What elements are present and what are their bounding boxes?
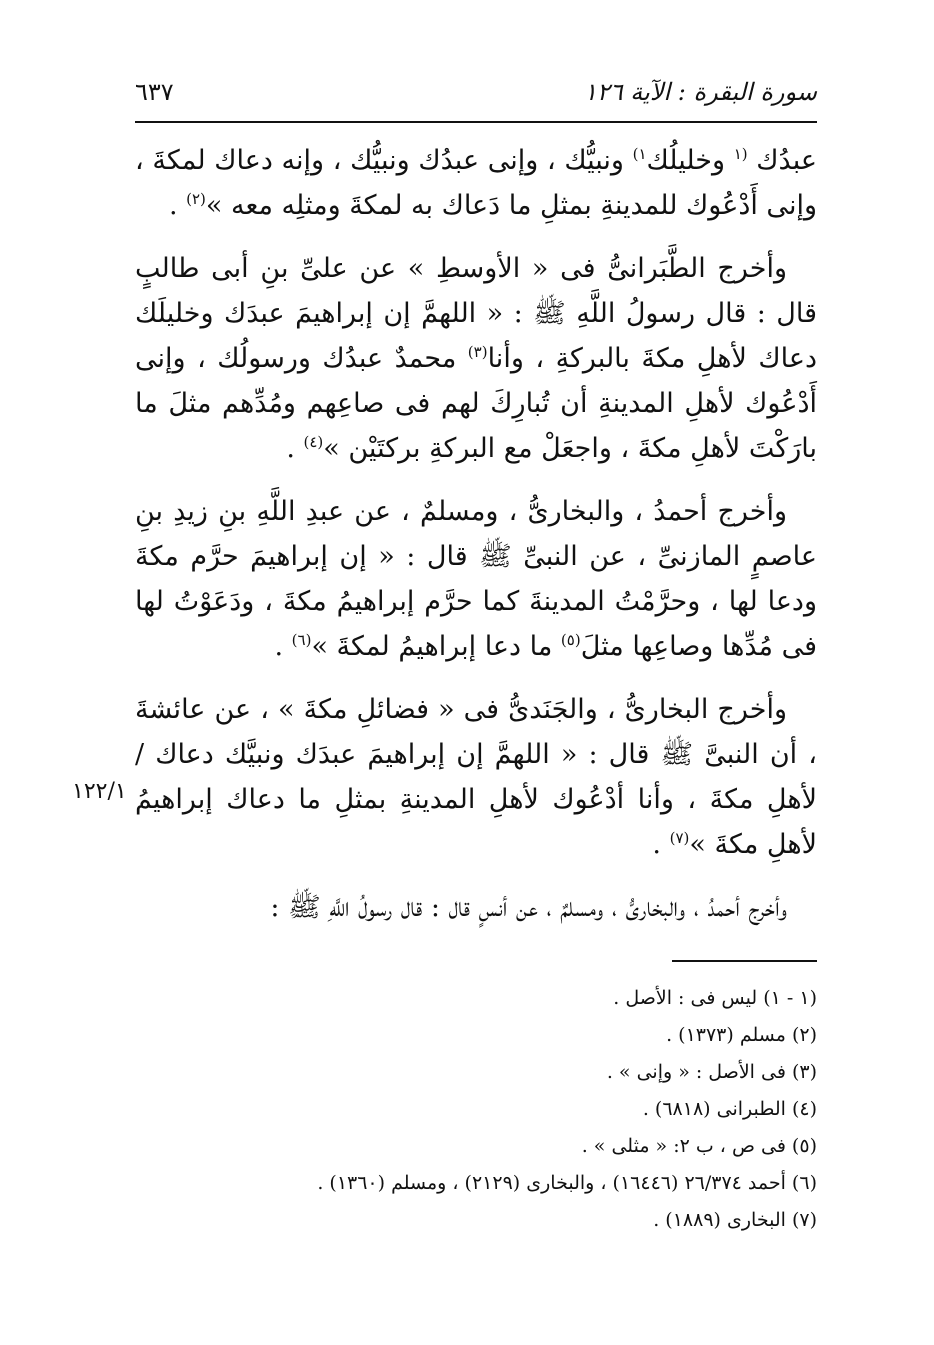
text-run: . <box>168 190 187 221</box>
footnote-3: (٣) فى الأصل : « وإنى » . <box>606 1061 817 1083</box>
page-header <box>135 78 817 120</box>
text-run: وأخرج الطَّبَرانىُّ فى « الأوسطِ » عن علىِّ بنِ أبى طالبٍ قال : قال رسولُ اللَّهِ ﷺ : « اللهمَّ إن إبراهيمَ عبدَك وخليلَك دعاك لأهلِ مكةَ بالبركةِ ، وأنا <box>135 253 817 374</box>
footnote-4: (٤) الطبرانى (٦٨١٨) . <box>642 1098 817 1120</box>
footnote-rule <box>672 960 817 962</box>
footnote-marker: (٥) <box>560 631 581 649</box>
footnote-marker: ١) <box>632 145 647 163</box>
text-run: ما دعا إبراهيمُ لمكةَ » <box>311 631 561 662</box>
footnote-5: (٥) فى ص ، ب ٢: « مثلى » . <box>581 1135 817 1157</box>
paragraph-3 <box>135 489 817 669</box>
paragraph-5 <box>135 885 817 930</box>
footnote-marker: (١ <box>733 145 748 163</box>
text-run: وأخرج أحمدُ ، والبخارىُّ ، ومسلمٌ ، عن أنسٍ قال : قال رسولُ اللَّهِ ﷺ : <box>270 892 787 923</box>
margin-reference: ١٢٢/١ <box>72 779 127 804</box>
footnote-marker: (٣) <box>467 343 488 361</box>
paragraph-4 <box>135 687 817 867</box>
running-title: سورة البقرة : الآية ١٢٦ <box>583 78 817 106</box>
footnote-marker: (٦) <box>291 631 312 649</box>
footnote-7: (٧) البخارى (١٨٨٩) . <box>653 1209 817 1231</box>
footnotes <box>135 980 817 1239</box>
footnote-2: (٢) مسلم (١٣٧٣) . <box>666 1024 817 1046</box>
text-run: . <box>652 829 670 860</box>
text-run: وأخرج البخارىُّ ، والجَنَدىُّ فى « فضائلِ مكةَ » ، عن عائشةَ ، أن النبىَّ ﷺ قال : « اللهمَّ إن إبراهيمَ عبدَك ونبيَّك دعاك /لأهلِ مكةَ ، وأنا أدْعُوك لأهلِ المدينةِ بمثلِ ما دعاك إبراهيمُ لأهلِ مكةَ » <box>135 694 817 860</box>
text-run: عبدُك <box>747 145 817 176</box>
page-number: ٦٣٧ <box>135 78 174 106</box>
paragraph-1 <box>135 138 817 228</box>
main-text <box>135 138 817 948</box>
text-run: وخليلُك <box>646 145 734 176</box>
header-rule <box>135 121 817 123</box>
text-run: ونبيُّك ، وإنى عبدُك ونبيُّك ، وإنه دعاك لمكةَ ، وإنى أَدْعُوك للمدينةِ بمثلِ ما دَعاك به لمكةَ ومثلِه معه » <box>135 145 817 221</box>
text-run: محمدٌ عبدُك ورسولُك ، وإنى أَدْعُوك لأهلِ المدينةِ أن تُبارِكَ لهم فى صاعِهم ومُدِّهم مثلَ ما بارَكْتَ لأهلِ مكةَ ، واجعَلْ مع البركةِ بركتَيْن » <box>135 343 817 464</box>
text-run: وأخرج أحمدُ ، والبخارىُّ ، ومسلمٌ ، عن عبدِ اللَّهِ بنِ زيدِ بنِ عاصمٍ المازنىِّ ، عن النبىِّ ﷺ قال : « إن إبراهيمَ حرَّم مكةَ ودعا لها ، وحرَّمْتُ المدينةَ كما حرَّم إبراهيمُ مكةَ ، ودَعَوْتُ لها فى مُدِّها وصاعِها مثلَ <box>135 496 817 662</box>
footnote-1: (١ - ١) ليس فى : الأصل . <box>613 987 817 1009</box>
footnote-6: (٦) أحمد ٢٦/٣٧٤ (١٦٤٤٦) ، والبخارى (٢١٢٩) ، ومسلم (١٣٦٠) . <box>317 1172 817 1194</box>
text-run: . <box>274 631 292 662</box>
paragraph-2 <box>135 246 817 471</box>
footnote-marker: (٢) <box>186 190 206 208</box>
footnote-marker: (٤) <box>303 433 324 451</box>
text-run: . <box>286 433 304 464</box>
footnote-marker: (٧) <box>669 829 690 847</box>
